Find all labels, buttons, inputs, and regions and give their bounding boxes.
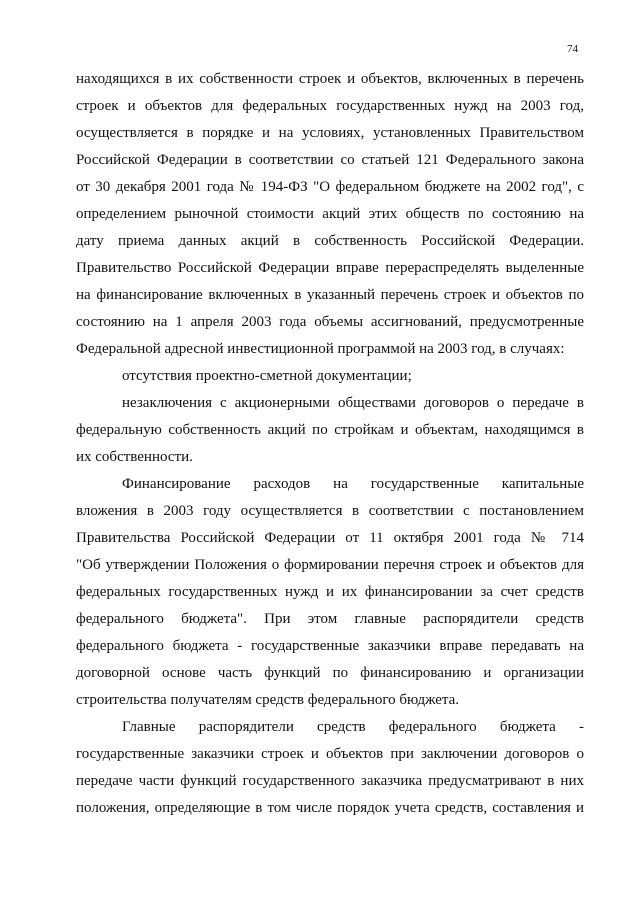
document-body — [76, 66, 584, 822]
text-line: Правительства Российской Федерации от 11 октября 2001 года № 714 — [76, 530, 584, 546]
text-line: незаключения с акционерными обществами договоров о передаче в — [122, 395, 584, 411]
text-line: находящихся в их собственности строек и объектов, включенных в перечень — [76, 71, 584, 87]
text-line: Федеральной адресной инвестиционной программой на 2003 год, в случаях: — [76, 341, 565, 357]
text-line: строек и объектов для федеральных государственных нужд на 2003 год, — [76, 98, 584, 114]
text-line: строительства получателям средств федерального бюджета. — [76, 692, 460, 708]
text-line: отсутствия проектно-сметной документации; — [122, 368, 412, 384]
text-line: Правительство Российской Федерации вправе перераспределять выделенные — [76, 260, 584, 276]
text-line: "Об утверждении Положения о формировании перечня строек и объектов для — [76, 557, 584, 573]
text-line: определением рыночной стоимости акций этих обществ по состоянию на — [76, 206, 584, 222]
text-line: федерального бюджета". При этом главные распорядители средств — [76, 611, 584, 627]
text-line: от 30 декабря 2001 года № 194-ФЗ "О федеральном бюджете на 2002 год", с — [76, 179, 584, 195]
text-line: государственные заказчики строек и объектов при заключении договоров о — [76, 746, 584, 762]
text-line: Финансирование расходов на государственные капитальные — [122, 476, 584, 492]
text-line: осуществляется в порядке и на условиях, установленных Правительством — [76, 125, 584, 141]
page-number: 74 — [567, 43, 578, 55]
text-line: на финансирование включенных в указанный перечень строек и объектов по — [76, 287, 584, 303]
text-line: дату приема данных акций в собственность Российской Федерации. — [76, 233, 584, 249]
text-line: Главные распорядители средств федерального бюджета - — [122, 719, 584, 735]
text-line: положения, определяющие в том числе порядок учета средств, составления и — [76, 800, 584, 816]
text-line: состоянию на 1 апреля 2003 года объемы ассигнований, предусмотренные — [76, 314, 584, 330]
text-line: Российской Федерации в соответствии со статьей 121 Федерального закона — [76, 152, 584, 168]
text-line: вложения в 2003 году осуществляется в соответствии с постановлением — [76, 503, 584, 519]
text-line: федеральную собственность акций по стройкам и объектам, находящимся в — [76, 422, 584, 438]
text-line: их собственности. — [76, 449, 193, 465]
text-line: федерального бюджета - государственные заказчики вправе передавать на — [76, 638, 584, 654]
text-line: федеральных государственных нужд и их финансировании за счет средств — [76, 584, 584, 600]
text-line: передаче части функций государственного заказчика предусматривают в них — [76, 773, 584, 789]
text-line: договорной основе часть функций по финансированию и организации — [76, 665, 584, 681]
